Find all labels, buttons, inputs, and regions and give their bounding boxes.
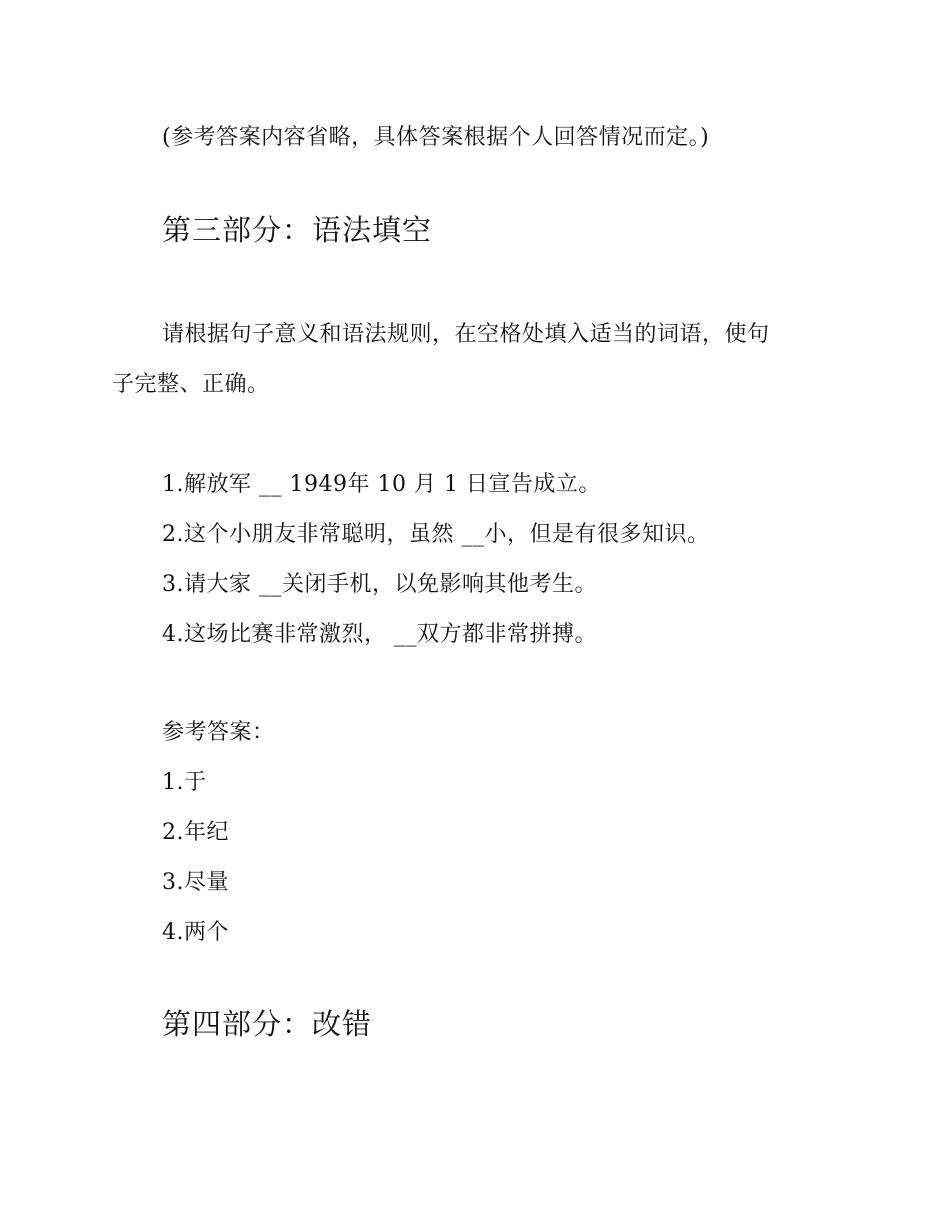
section3-instruction-line1: 请根据句子意义和语法规则，在空格处填入适当的词语，使句: [162, 322, 770, 347]
section3-title: 第三部分：语法填空: [162, 213, 433, 247]
section4-title: 第四部分：改错: [162, 1007, 373, 1041]
answer-note: (参考答案内容省略，具体答案根据个人回答情况而定。): [162, 125, 710, 150]
answer-item: 3.尽量: [162, 870, 229, 895]
answer-item: 1.于: [162, 770, 207, 795]
answer-item: 4.两个: [162, 920, 229, 945]
question-item: 1.解放军 __ 1949年 10 月 1 日宣告成立。: [162, 472, 601, 497]
section3-instruction-line2: 子完整、正确。: [112, 372, 270, 397]
question-item: 4.这场比赛非常激烈， __双方都非常拼搏。: [162, 622, 597, 647]
answers-label: 参考答案：: [162, 720, 275, 745]
question-item: 2.这个小朋友非常聪明，虽然 __小，但是有很多知识。: [162, 522, 710, 547]
answer-item: 2.年纪: [162, 820, 229, 845]
question-item: 3.请大家 __关闭手机，以免影响其他考生。: [162, 572, 597, 597]
